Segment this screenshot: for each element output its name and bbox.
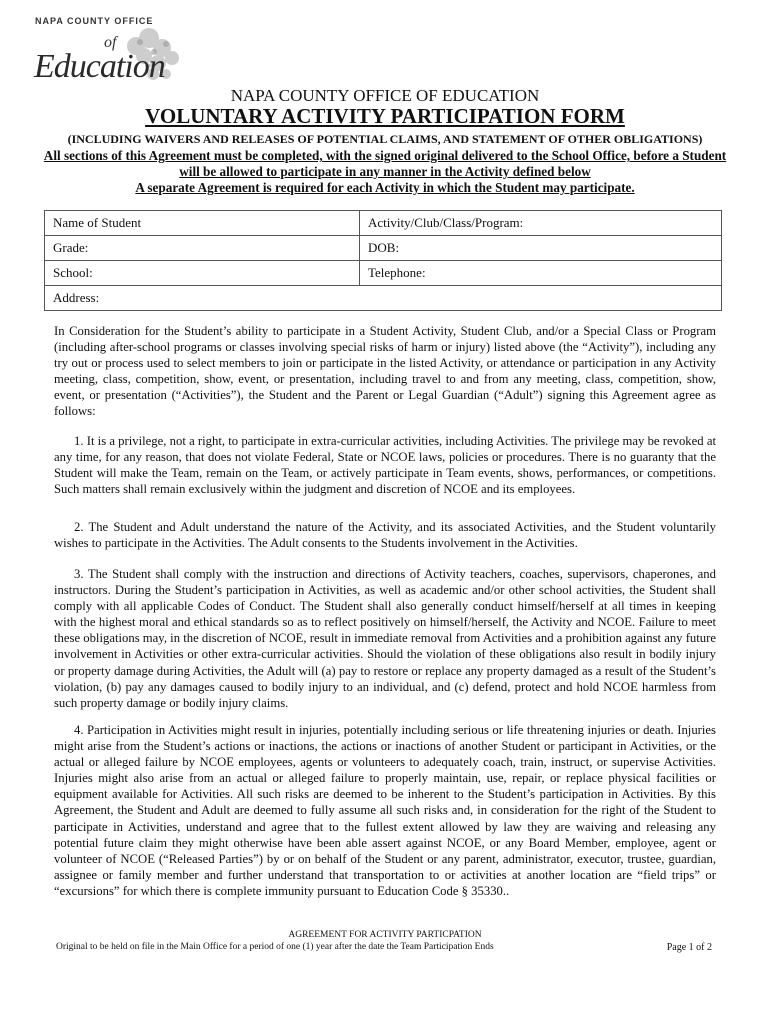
activity-field[interactable]: Activity/Club/Class/Program: (360, 211, 722, 236)
organization-name: NAPA COUNTY OFFICE OF EDUCATION (230, 86, 540, 105)
intro-paragraph: In Consideration for the Student’s ability to participate in a Student Activity, Student Club, and/or a Special Class or Program (including after-school programs or classes involving special risks of harm or injury) listed above (the “Activity”), including any try out or process used to select members to join or participate in the listed Activity, or attendance or participation in any Activity meeting, class, competition, show, event, or presentation, including travel to and from any meeting, class, competition, show, event, or presentation (“Activities”), the Student and the Parent or Legal Guardian (“Adult”) signing this Agreement agree as follows: (54, 324, 716, 419)
submission-notice (40, 148, 730, 196)
footer-agreement-title: AGREEMENT FOR ACTIVITY PARTICPATION (288, 930, 482, 940)
notice-line-2: A separate Agreement is required for each Activity in which the Student may participate. (135, 180, 635, 195)
form-title: VOLUNTARY ACTIVITY PARTICIPATION FORM (145, 104, 625, 128)
clause-2-paragraph: 2. The Student and Adult understand the nature of the Activity, and its associated Activities, and the Student voluntarily wishes to participate in the Activities. The Adult consents to the Students involvement in the Activities. (54, 520, 716, 551)
clause-3-paragraph: 3. The Student shall comply with the instruction and directions of Activity teachers, coaches, supervisors, chaperones, and instructors. During the Student’s participation in Activities, as well as academic and/or other school activities, the Student shall comply with all applicable Codes of Conduct. The Student shall also generally conduct himself/herself at all times in keeping with the highest moral and ethical standards so as to reflect positively on himself/herself, the Activity and NCOE. Failure to meet these obligations may, in the discretion of NCOE, result in immediate removal from Activities and a prohibition against any future involvement in Activities or other extra-curricular activities. Should the violation of these obligations also result in bodily injury or property damage during Activities, the Adult will (a) pay to restore or replace any property damaged as a result of the Student’s violation, (b) pay any damages caused to bodily injury to an individual, and (c) defend, protect and hold NCOE harmless from such property damage or bodily injury claims. (54, 567, 716, 710)
student-info-table (44, 210, 722, 311)
address-field[interactable]: Address: (45, 286, 722, 311)
school-field[interactable]: School: (45, 261, 360, 286)
dob-field[interactable]: DOB: (360, 236, 722, 261)
ncoe-logo (16, 8, 191, 98)
notice-line-1: All sections of this Agreement must be completed, with the signed original delivered to the School Office, before a Student will be allowed to participate in any manner in the Activity defined below (43, 148, 727, 179)
logo-text-education: Education (34, 48, 165, 85)
grade-field[interactable]: Grade: (45, 236, 360, 261)
name-of-student-field[interactable]: Name of Student (45, 211, 360, 236)
telephone-field[interactable]: Telephone: (360, 261, 722, 286)
form-subtitle: (INCLUDING WAIVERS AND RELEASES OF POTENTIAL CLAIMS, AND STATEMENT OF OTHER OBLIGATIONS) (67, 132, 703, 146)
logo-text-of: of (104, 34, 117, 51)
clause-4-paragraph: 4. Participation in Activities might result in injuries, potentially including serious or life threatening injuries or death. Injuries might arise from the Student’s actions or inactions, the actions or inactions of another Student or participant in Activities, or the actual or alleged failure by NCOE employees, agents or volunteers to adequately coach, train, instruct, or supervise Activities. Injuries might also arise from an actual or alleged failure to properly maintain, use, repair, or replace physical facilities or equipment available for Activities. All such risks are deemed to be inherent to the Student’s participation in Activities. By this Agreement, the Student and Adult are deemed to fully assume all such risks and, in consideration for the right of the Student to participate in Activities, understand and agree that to the fullest extent allowed by law they are waiving and releasing any potential future claim they might otherwise have been able assert against NCOE, or any Board Member, employee, agent or volunteer of NCOE (“Released Parties”) by or on behalf of the Student or any parent, administrator, executor, trustee, guardian, assignee or family member and further understand that transportation to or activities at another location are “field trips” or “excursions” for which there is complete immunity pursuant to Education Code § 35330.. (54, 723, 716, 898)
logo-text-top: NAPA COUNTY OFFICE (35, 16, 154, 26)
footer-retention-note: Original to be held on file in the Main Office for a period of one (1) year after the date the Team Participation Ends (56, 942, 494, 952)
page-number: Page 1 of 2 (666, 942, 712, 953)
clause-1-paragraph: 1. It is a privilege, not a right, to participate in extra-curricular activities, including Activities. The privilege may be revoked at any time, for any reason, that does not violate Federal, State or NCOE laws, policies or procedures. There is no guaranty that the Student will make the Team, remain on the Team, or actively participate in Team events, shows, performances, or competitions. Such matters shall remain exclusively within the judgment and discretion of NCOE and its employees. (54, 434, 716, 497)
